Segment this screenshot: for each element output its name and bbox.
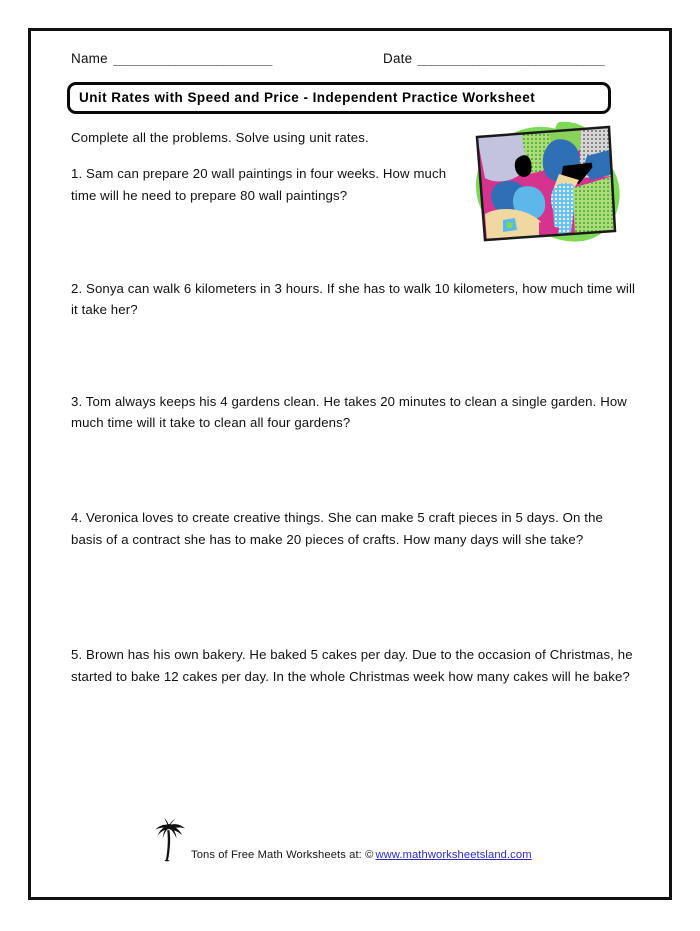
problem-3: 3. Tom always keeps his 4 gardens clean. He takes 20 minutes to clean a single garden. How much time will it take to clean all four gardens?: [71, 393, 627, 431]
date-write-line[interactable]: ___________________________: [417, 51, 604, 66]
problem-4: 4. Veronica loves to create creative things. She can make 5 craft pieces in 5 days. On the basis of a contract she has to make 20 pieces of crafts. How many days will she take?: [71, 510, 603, 547]
footer-credit: [191, 849, 532, 861]
footer-credit-text: Tons of Free Math Worksheets at: ©: [191, 849, 374, 861]
name-write-line[interactable]: _______________________: [112, 51, 272, 66]
date-label: Date: [383, 51, 413, 66]
name-date-row: [71, 51, 641, 66]
name-label: Name: [71, 51, 108, 66]
worksheet-content: [31, 31, 669, 897]
page-title: Unit Rates with Speed and Price - Independent Practice Worksheet: [79, 90, 536, 105]
problem-2: 2. Sonya can walk 6 kilometers in 3 hours. If she has to walk 10 kilometers, how much time will it take her?: [71, 280, 636, 318]
worksheet-title-banner: [67, 82, 611, 114]
instructions-text: Complete all the problems. Solve using unit rates.: [71, 130, 369, 145]
page-footer: [31, 813, 669, 869]
mathworksheetsland-link[interactable]: www.mathworksheetsland.com: [375, 849, 532, 861]
problem-1: 1. Sam can prepare 20 wall paintings in four weeks. How much time will he need to prepare 80 wall paintings?: [71, 166, 447, 203]
worksheet-page: [28, 28, 672, 900]
date-field[interactable]: [383, 51, 631, 66]
palm-tree-icon: [151, 813, 189, 863]
name-field[interactable]: [71, 51, 383, 66]
problem-5: 5. Brown has his own bakery. He baked 5 cakes per day. Due to the occasion of Christmas, he started to bake 12 cakes per day. In the whole Christmas week how many cakes will he bake?: [71, 647, 633, 684]
